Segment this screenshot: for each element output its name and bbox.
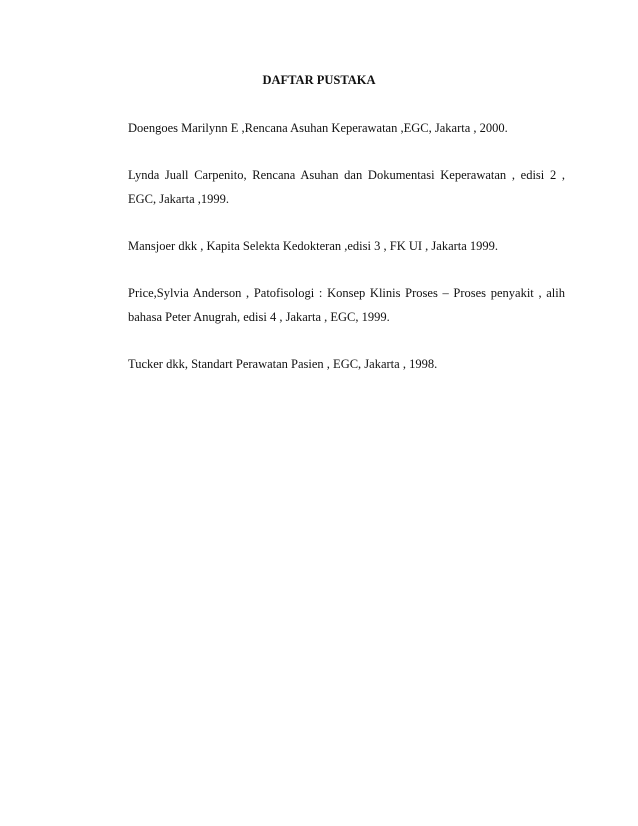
page-title-text: DAFTAR PUSTAKA	[262, 73, 376, 87]
bibliography-entry: Price,Sylvia Anderson , Patofisologi : Konsep Klinis Proses – Proses penyakit , alih bahasa Peter Anugrah, edisi 4 , Jakarta , EGC, 1999.	[128, 286, 565, 324]
bibliography-entry: Tucker dkk, Standart Perawatan Pasien , EGC, Jakarta , 1998.	[128, 357, 438, 371]
bibliography-entry: Mansjoer dkk , Kapita Selekta Kedokteran ,edisi 3 , FK UI , Jakarta 1999.	[128, 239, 499, 253]
bibliography-entry: Doengoes Marilynn E ,Rencana Asuhan Keperawatan ,EGC, Jakarta , 2000.	[128, 121, 508, 135]
bibliography-list	[128, 116, 565, 399]
bibliography-entry: Lynda Juall Carpenito, Rencana Asuhan dan Dokumentasi Keperawatan , edisi 2 , EGC, Jakarta ,1999.	[128, 168, 565, 206]
page-title	[0, 73, 638, 88]
